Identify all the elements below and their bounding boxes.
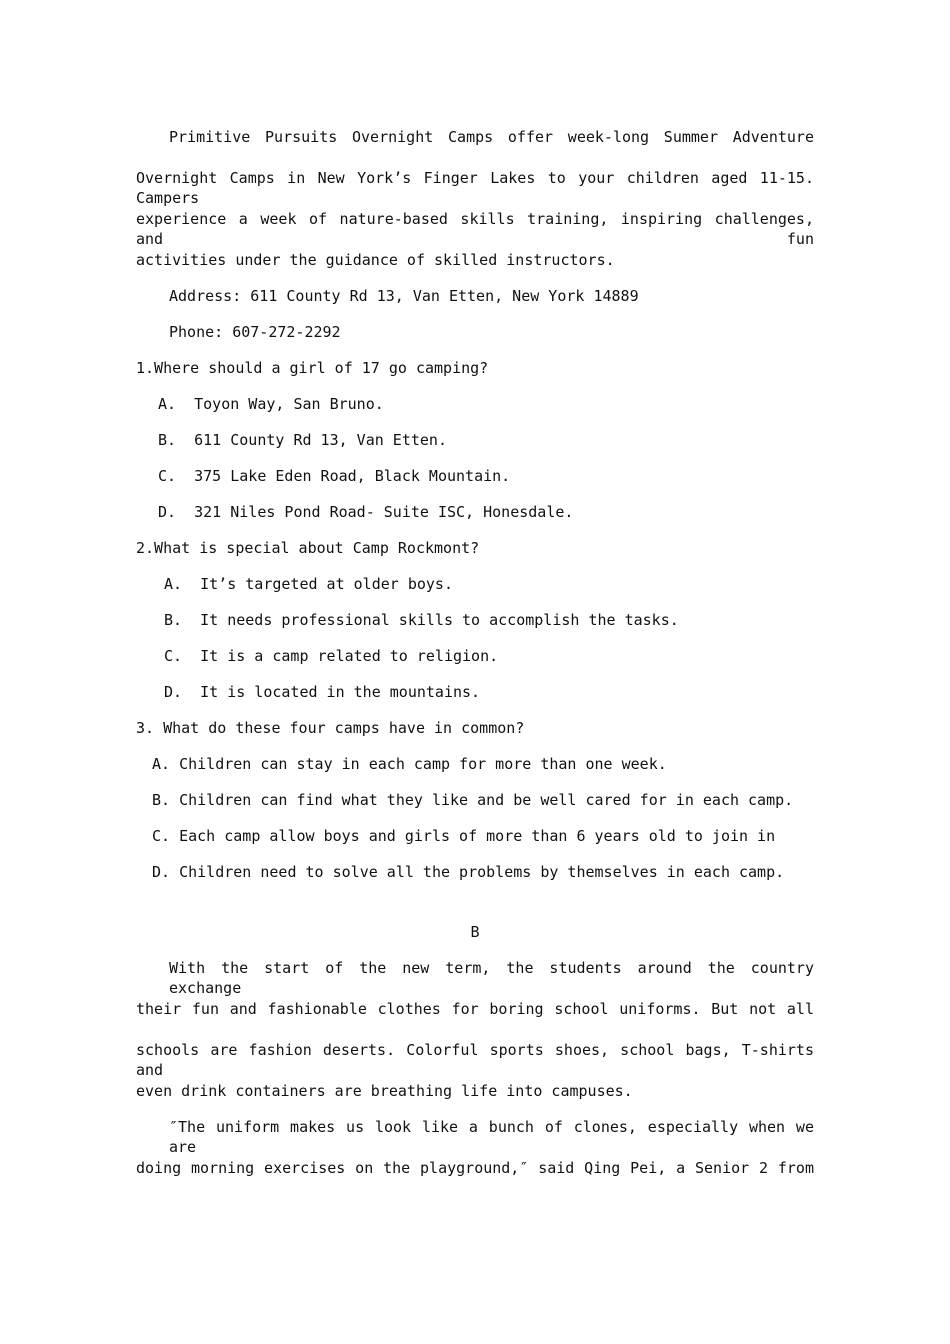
question-3-option-c: C. Each camp allow boys and girls of more than 6 years old to join in <box>152 827 776 845</box>
passage-a-line-4: activities under the guidance of skilled instructors. <box>136 251 615 269</box>
question-2-option-b: B. It needs professional skills to accomplish the tasks. <box>164 611 679 629</box>
question-2-option-d: D. It is located in the mountains. <box>164 683 481 701</box>
question-2-option-a: A. It’s targeted at older boys. <box>164 575 453 593</box>
question-3-stem: 3. What do these four camps have in common? <box>136 719 525 737</box>
question-1-stem: 1.Where should a girl of 17 go camping? <box>136 359 489 377</box>
question-1-option-c: C. 375 Lake Eden Road, Black Mountain. <box>158 467 511 485</box>
camp-phone: Phone: 607-272-2292 <box>169 323 341 341</box>
passage-a-line-3: experience a week of nature-based skills training, inspiring challenges, and fun <box>136 210 814 248</box>
question-1-option-a: A. Toyon Way, San Bruno. <box>158 395 384 413</box>
question-2-stem: 2.What is special about Camp Rockmont? <box>136 539 480 557</box>
passage-b-line-5: ″The uniform makes us look like a bunch of clones, especially when we are <box>169 1118 814 1156</box>
camp-address: Address: 611 County Rd 13, Van Etten, New York 14889 <box>169 287 639 305</box>
question-3-option-b: B. Children can find what they like and be well cared for in each camp. <box>152 791 794 809</box>
passage-b-line-6: doing morning exercises on the playground,″ said Qing Pei, a Senior 2 from <box>136 1159 814 1177</box>
passage-a-line-1: Primitive Pursuits Overnight Camps offer week-long Summer Adventure <box>169 128 814 146</box>
question-3-option-a: A. Children can stay in each camp for more than one week. <box>152 755 667 773</box>
question-1-option-d: D. 321 Niles Pond Road- Suite ISC, Honesdale. <box>158 503 574 521</box>
question-1-option-b: B. 611 County Rd 13, Van Etten. <box>158 431 447 449</box>
passage-a-line-2: Overnight Camps in New York’s Finger Lakes to your children aged 11-15. Campers <box>136 169 814 207</box>
passage-b-line-1: With the start of the new term, the students around the country exchange <box>169 959 814 997</box>
question-3-option-d: D. Children need to solve all the problems by themselves in each camp. <box>152 863 785 881</box>
section-b-heading: B <box>470 923 480 941</box>
question-2-option-c: C. It is a camp related to religion. <box>164 647 499 665</box>
passage-b-line-4: even drink containers are breathing life into campuses. <box>136 1082 633 1100</box>
passage-b-line-2: their fun and fashionable clothes for boring school uniforms. But not all <box>136 1000 814 1018</box>
passage-b-line-3: schools are fashion deserts. Colorful sports shoes, school bags, T-shirts and <box>136 1041 814 1079</box>
